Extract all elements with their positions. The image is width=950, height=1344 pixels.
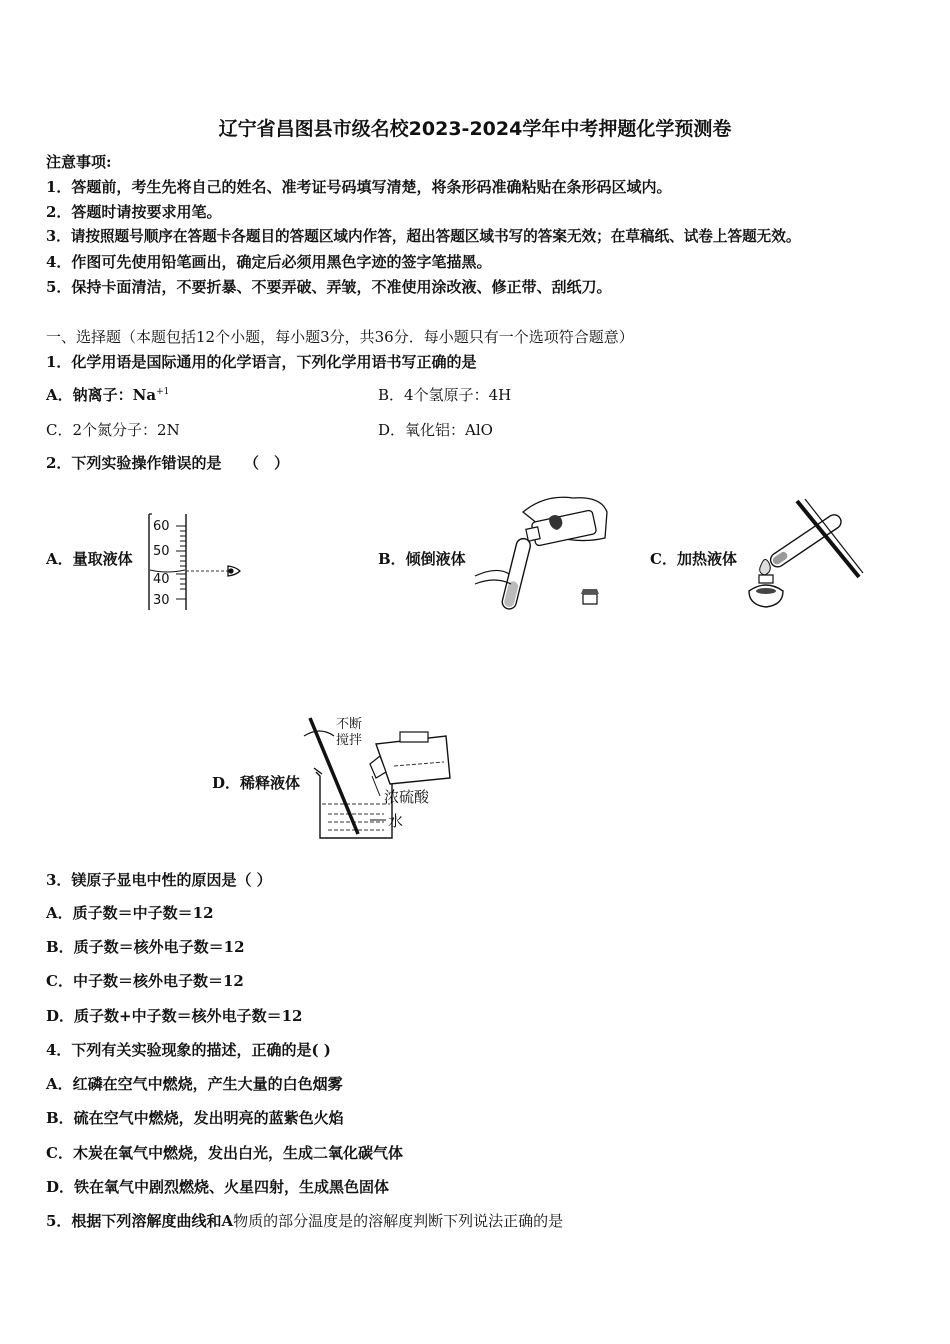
notice-item: 4．作图可先使用铅笔画出，确定后必须用黑色字迹的签字笔描黑。 <box>46 253 492 271</box>
question-1-option-d: D．氧化铝：AlO <box>378 421 493 439</box>
graduated-cylinder-figure <box>140 512 250 616</box>
question-1-option-a: A．钠离子：$Na^{+1}$ <box>46 386 170 404</box>
cylinder-tick-label: 60 <box>153 519 170 534</box>
question-2-option-c: C．加热液体 <box>650 550 737 568</box>
question-2-stem: 2．下列实验操作错误的是 （ ） <box>46 454 289 472</box>
stir-label: 不断 <box>336 717 363 732</box>
heating-liquid-figure <box>745 495 865 615</box>
question-2-option-a: A．量取液体 <box>46 550 133 568</box>
stir-label: 搅拌 <box>336 733 363 748</box>
question-5-stem: 5．根据下列溶解度曲线和A物质的部分温度是的溶解度判断下列说法正确的是 <box>46 1212 564 1230</box>
question-4-option-b: B．硫在空气中燃烧，发出明亮的蓝紫色火焰 <box>46 1109 344 1127</box>
question-4-stem: 4．下列有关实验现象的描述，正确的是( ) <box>46 1041 331 1059</box>
question-3-option-c: C．中子数＝核外电子数＝12 <box>46 972 244 990</box>
question-3-option-d: D．质子数+中子数＝核外电子数＝12 <box>46 1007 303 1025</box>
page-title: 辽宁省昌图县市级名校2023-2024学年中考押题化学预测卷 <box>218 118 732 140</box>
question-3-option-b: B．质子数＝核外电子数＝12 <box>46 938 245 956</box>
question-4-option-d: D．铁在氧气中剧烈燃烧、火星四射，生成黑色固体 <box>46 1178 390 1196</box>
section-heading: 一、选择题（本题包括12个小题，每小题3分，共36分．每小题只有一个选项符合题意） <box>46 328 634 346</box>
notice-item: 2．答题时请按要求用笔。 <box>46 203 222 221</box>
question-4-option-c: C．木炭在氧气中燃烧，发出白光，生成二氧化碳气体 <box>46 1144 403 1162</box>
notice-item: 1．答题前，考生先将自己的姓名、准考证号码填写清楚，将条形码准确粘贴在条形码区域内。 <box>46 178 672 196</box>
question-2-option-b: B．倾倒液体 <box>378 550 466 568</box>
question-1-stem: 1．化学用语是国际通用的化学语言，下列化学用语书写正确的是 <box>46 353 477 371</box>
acid-label: 浓硫酸 <box>384 788 430 806</box>
question-1-option-b: B．4个氢原子：4H <box>378 386 512 404</box>
question-3-stem: 3．镁原子显电中性的原因是（ ） <box>46 871 272 889</box>
notice-heading: 注意事项: <box>46 153 112 171</box>
notice-item: 3．请按照题号顺序在答题卡各题目的答题区域内作答，超出答题区域书写的答案无效；在草稿纸、试卷上答题无效。 <box>46 228 801 245</box>
question-2-option-d: D．稀释液体 <box>212 774 301 792</box>
water-label: 水 <box>388 812 404 830</box>
question-1-option-c: C．2个氮分子：2N <box>46 421 180 439</box>
notice-item: 5．保持卡面清洁，不要折暴、不要弄破、弄皱，不准使用涂改液、修正带、刮纸刀。 <box>46 278 612 296</box>
diluting-liquid-figure <box>300 712 460 844</box>
cylinder-tick-label: 50 <box>153 544 170 559</box>
cylinder-tick-label: 40 <box>153 572 170 587</box>
question-4-option-a: A．红磷在空气中燃烧，产生大量的白色烟雾 <box>46 1075 343 1093</box>
pouring-liquid-figure <box>475 490 615 615</box>
cylinder-tick-label: 30 <box>153 593 170 608</box>
question-3-option-a: A．质子数＝中子数＝12 <box>46 904 214 922</box>
